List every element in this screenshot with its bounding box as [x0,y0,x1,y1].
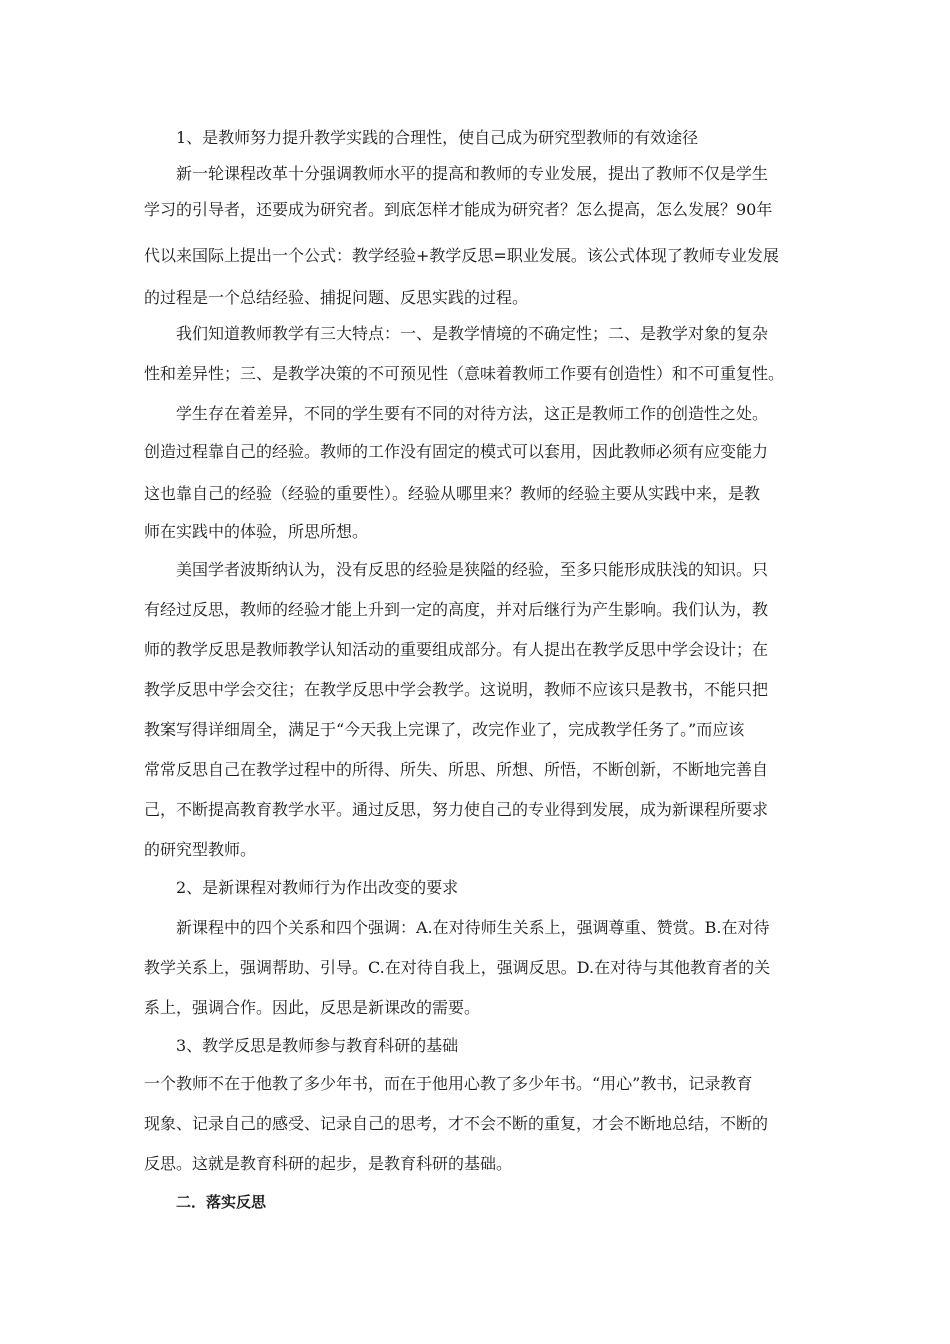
paragraph-line: 的过程是一个总结经验、捕捉问题、反思实践的过程。 [144,288,529,307]
paragraph-line: 常常反思自己在教学过程中的所得、所失、所思、所想、所悟，不断创新，不断地完善自 [144,760,769,779]
paragraph-line: 教学反思中学会交往；在教学反思中学会教学。这说明，教师不应该只是教书，不能只把 [144,680,769,699]
paragraph-line: 己，不断提高教育教学水平。通过反思，努力使自己的专业得到发展，成为新课程所要求 [144,800,769,819]
heading-point-3: 3、教学反思是教师参与教育科研的基础 [176,1036,459,1055]
paragraph-line: 代以来国际上提出一个公式：教学经验+教学反思=职业发展。该公式体现了教师专业发展 [144,246,779,265]
paragraph-line: 美国学者波斯纳认为，没有反思的经验是狭隘的经验，至多只能形成肤浅的知识。只 [176,560,769,579]
paragraph-line: 师的教学反思是教师教学认知活动的重要组成部分。有人提出在教学反思中学会设计；在 [144,640,769,659]
paragraph-line: 反思。这就是教育科研的起步，是教育科研的基础。 [144,1154,513,1173]
paragraph-line: 一个教师不在于他教了多少年书，而在于他用心教了多少年书。“用心”教书，记录教育 [144,1074,753,1093]
section-heading: 二．落实反思 [176,1193,267,1211]
paragraph-line: 教案写得详细周全，满足于“今天我上完课了，改完作业了，完成教学任务了。”而应该 [144,720,745,739]
paragraph-line: 教学关系上，强调帮助、引导。C.在对待自我上，强调反思。D.在对待与其他教育者的关 [144,958,771,977]
paragraph-line: 我们知道教师教学有三大特点：一、是教学情境的不确定性；二、是教学对象的复杂 [176,324,769,343]
paragraph-line: 性和差异性；三、是教学决策的不可预见性（意味着教师工作要有创造性）和不可重复性。 [144,364,785,383]
paragraph-line: 学生存在着差异，不同的学生要有不同的对待方法，这正是教师工作的创造性之处。 [176,404,769,423]
paragraph-line: 现象、记录自己的感受、记录自己的思考，才不会不断的重复，才会不断地总结，不断的 [144,1114,769,1133]
paragraph-line: 新课程中的四个关系和四个强调：A.在对待师生关系上，强调尊重、赞赏。B.在对待 [176,918,770,937]
heading-point-1: 1、是教师努力提升教学实践的合理性，使自己成为研究型教师的有效途径 [176,128,699,147]
paragraph-line: 系上，强调合作。因此，反思是新课改的需要。 [144,998,481,1017]
paragraph-line: 新一轮课程改革十分强调教师水平的提高和教师的专业发展，提出了教师不仅是学生 [176,164,769,183]
paragraph-line: 的研究型教师。 [144,840,257,859]
heading-point-2: 2、是新课程对教师行为作出改变的要求 [176,878,459,897]
paragraph-line: 有经过反思，教师的经验才能上升到一定的高度，并对后继行为产生影响。我们认为，教 [144,600,769,619]
paragraph-line: 这也靠自己的经验（经验的重要性）。经验从哪里来？教师的经验主要从实践中来，是教 [144,484,761,503]
paragraph-line: 创造过程靠自己的经验。教师的工作没有固定的模式可以套用，因此教师必须有应变能力 [144,442,769,461]
paragraph-line: 学习的引导者，还要成为研究者。到底怎样才能成为研究者？怎么提高，怎么发展？90年 [144,200,773,219]
paragraph-line: 师在实践中的体验，所思所想。 [144,522,369,541]
